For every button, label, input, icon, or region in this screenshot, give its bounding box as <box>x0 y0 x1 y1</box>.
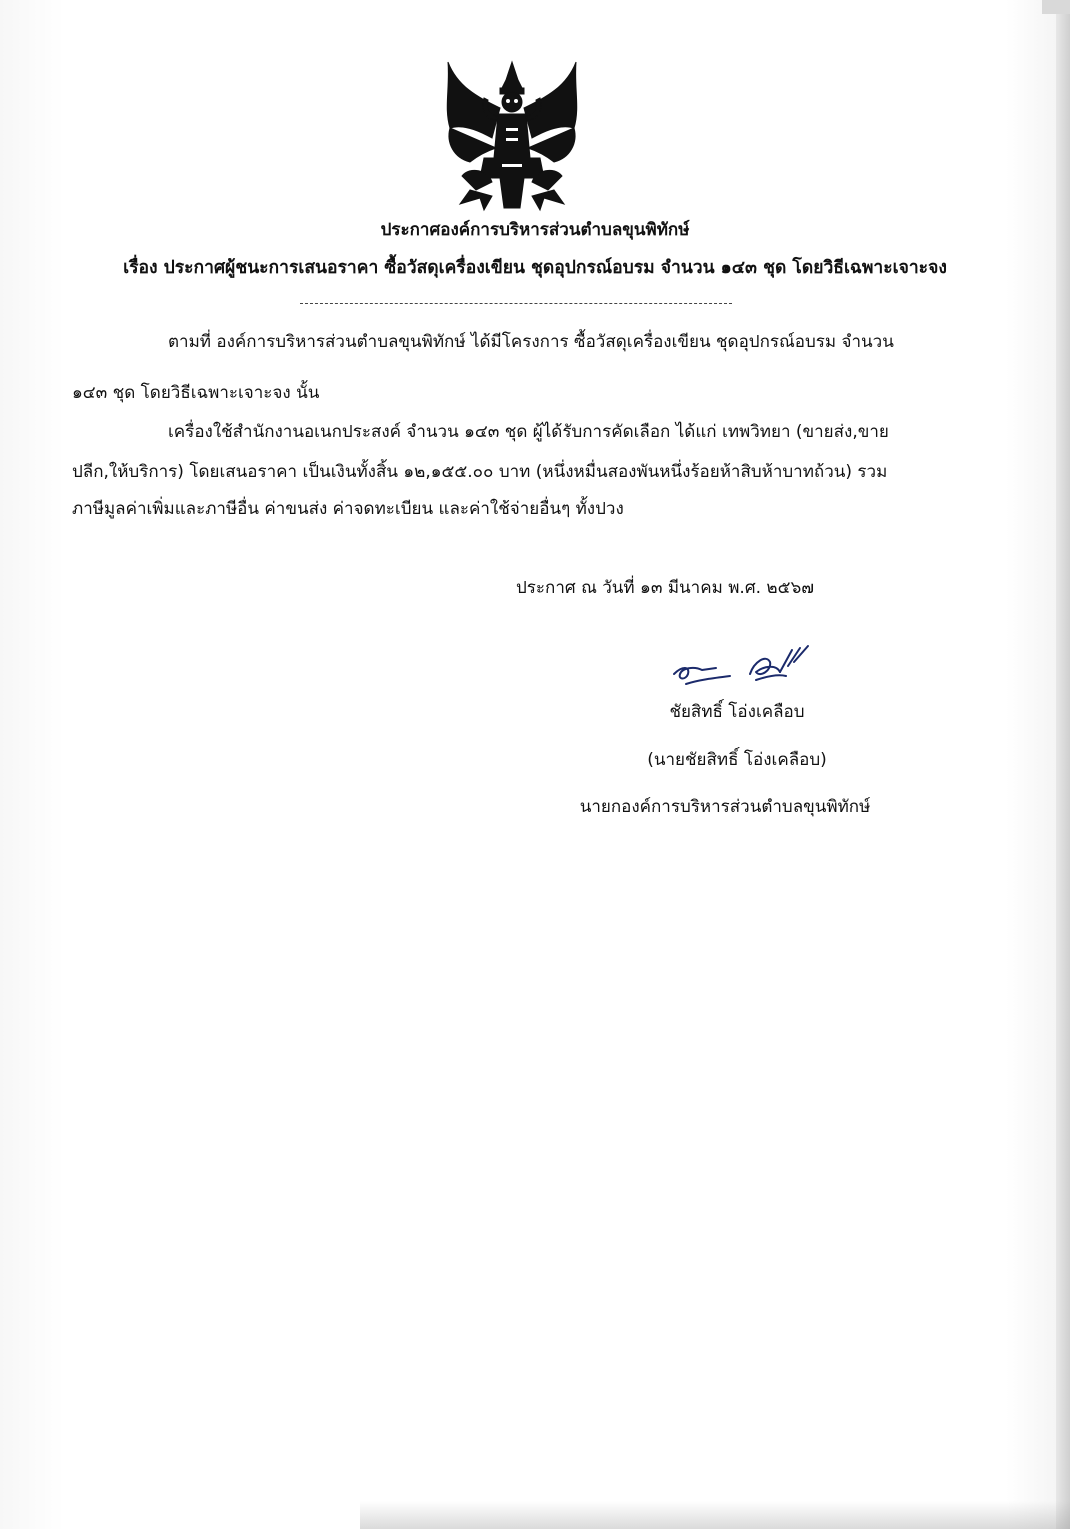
announcement-date: ประกาศ ณ วันที่ ๑๓ มีนาคม พ.ศ. ๒๕๖๗ <box>516 578 815 598</box>
paragraph-1-line-2: ๑๔๓ ชุด โดยวิธีเฉพาะเจาะจง นั้น <box>72 383 320 403</box>
agency-title: ประกาศองค์การบริหารส่วนตำบลขุนพิทักษ์ <box>380 220 690 240</box>
paragraph-1-line-1: ตามที่ องค์การบริหารส่วนตำบลขุนพิทักษ์ ได้มีโครงการ ซื้อวัสดุเครื่องเขียน ชุดอุปกรณ์อบรม จำนวน <box>168 332 894 352</box>
paragraph-2-line-3: ภาษีมูลค่าเพิ่มและภาษีอื่น ค่าขนส่ง ค่าจดทะเบียน และค่าใช้จ่ายอื่นๆ ทั้งปวง <box>72 499 624 519</box>
signatory-position: นายกองค์การบริหารส่วนตำบลขุนพิทักษ์ <box>579 797 871 817</box>
page-bottom-shadow <box>360 1501 1070 1529</box>
subject-heading: เรื่อง ประกาศผู้ชนะการเสนอราคา ซื้อวัสดุเครื่องเขียน ชุดอุปกรณ์อบรม จำนวน ๑๔๓ ชุด โดยวิธีเฉพาะเจาะจง <box>123 258 947 278</box>
title-divider <box>300 303 732 304</box>
signatory-full-name: (นายชัยสิทธิ์ โอ่งเคลือบ) <box>647 750 827 770</box>
garuda-emblem-icon <box>440 58 585 213</box>
page-corner-shadow <box>1042 0 1070 14</box>
paragraph-2-line-1: เครื่องใช้สำนักงานอเนกประสงค์ จำนวน ๑๔๓ ชุด ผู้ได้รับการคัดเลือก ได้แก่ เทพวิทยา (ขายส่ง,ขาย <box>168 422 889 442</box>
paragraph-2-line-2: ปลีก,ให้บริการ) โดยเสนอราคา เป็นเงินทั้งสิ้น ๑๒,๑๕๕.๐๐ บาท (หนึ่งหมื่นสองพันหนึ่งร้อยห้าสิบห้าบาทถ้วน) รวม <box>72 462 888 482</box>
signed-name: ชัยสิทธิ์ โอ่งเคลือบ <box>669 702 805 722</box>
handwritten-signature-icon <box>668 644 818 692</box>
